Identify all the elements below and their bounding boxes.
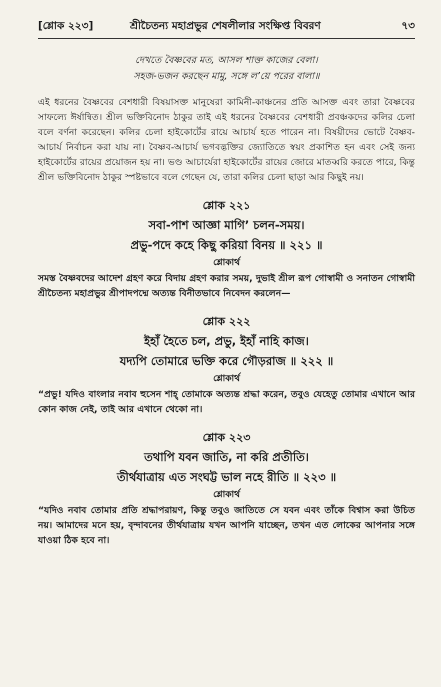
verse-line: সবা-পাশ আজ্ঞা মাগি’ চলন-সময়। bbox=[148, 218, 305, 232]
song-quote bbox=[38, 53, 415, 85]
translation-text: সমস্ত বৈষ্ণবদের আদেশ গ্রহণ করে বিদায় গ্রহণ করার সময়, দুভাই শ্রীল রূপ গোস্বামী ও সনাতন গোস্বামী শ্রীচৈতন্য মহাপ্রভুর শ্রীপাদপদ্মে অত্যন্ত বিনীতভাবে নিবেদন করলেন— bbox=[38, 273, 415, 299]
verse-title: শ্লোক ২২৩ bbox=[202, 431, 251, 444]
page-number: ৭৩ bbox=[401, 20, 415, 32]
verse-block-223 bbox=[38, 429, 415, 548]
page-header bbox=[38, 16, 415, 36]
verse-line: ইহাঁ হৈতে চল, প্রভু, ইহাঁ নাহি কাজ। bbox=[144, 334, 309, 348]
translation-text: “যদিও নবাব তোমার প্রতি শ্রদ্ধাপরায়ণ, কিন্তু তবুও জাতিতে সে যবন এবং তাঁকে বিশ্বাস করা উচিত নয়। আমাদের মনে হয়, বৃন্দাবনের তীর্থযাত্রায় যখন আপনি যাচ্ছেন, তখন এত লোকের আপনার সঙ্গে যাওয়া ঠিক হবে না। bbox=[38, 505, 415, 546]
verse-line: তথাপি যবন জাতি, না করি প্রতীতি। bbox=[144, 450, 309, 464]
verse-line: যদ্যপি তোমারে ভক্তি করে গৌড়রাজ ॥ ২২২ ॥ bbox=[119, 354, 334, 368]
header-rule bbox=[38, 38, 415, 39]
translation-label: শ্লোকার্থ bbox=[213, 490, 240, 500]
verse-block-222 bbox=[38, 313, 415, 417]
quote-line-2: সহজ-ভজন করছেন মামু, সঙ্গে ল’য়ে পরের বালা॥ bbox=[133, 71, 320, 82]
header-verse-range: [শ্লোক ২২৩] bbox=[38, 20, 94, 32]
verse-block-221 bbox=[38, 197, 415, 301]
verse-line: তীর্থযাত্রায় এত সংঘট্ট ভাল নহে রীতি ॥ ২২৩ ॥ bbox=[116, 470, 337, 484]
verse-title: শ্লোক ২২২ bbox=[202, 315, 251, 328]
purport-paragraph: এই ধরনের বৈষ্ণবের বেশধারী বিষয়াসক্ত মানুষেরা কামিনী-কাঞ্চনের প্রতি আসক্ত এবং তারা বৈষ্ণবের সাফল্যে ঈর্ষান্বিত। শ্রীল ভক্তিবিনোদ ঠাকুর তাই এই ধরনের বৈষ্ণবের বেশধারী প্রবঞ্চকদের কলির চেলা বলে বর্ণনা করেছেন। কলির চেলা হাইকোর্টের রায়ে আচার্য হতে পারেন না। বিষয়ীদের ভোটে বৈষ্ণব-আচার্য নির্বাচন করা যায় না। বৈষ্ণব-আচার্য ভগবদ্ভক্তির জ্যোতিতে স্বয়ং প্রকাশিত হন এবং সেই জন্য হাইকোর্টের রায়ের প্রয়োজন হয় না। ভণ্ড আচার্যেরা হাইকোর্টের রায়ের জোরে মাতব্বরি করতে পারে, কিন্তু শ্রীল ভক্তিবিনোদ ঠাকুর স্পষ্টভাবে বলে গেছেন যে, তারা কলির চেলা ছাড়া আর কিছুই নয়। bbox=[38, 97, 415, 183]
verse-title: শ্লোক ২২১ bbox=[202, 199, 251, 212]
verse-line: প্রভু-পদে কহে কিছু করিয়া বিনয় ॥ ২২১ ॥ bbox=[130, 238, 323, 252]
header-chapter-title: শ্রীচৈতন্য মহাপ্রভুর শেষলীলার সংক্ষিপ্ত বিবরণ bbox=[130, 20, 321, 32]
quote-line-1: দেখতে বৈষ্ণবের মত, আসল শাক্ত কাজের বেলা। bbox=[135, 55, 318, 66]
translation-text: “প্রভু! যদিও বাংলার নবাব হুসেন শাহ্ তোমাকে অত্যন্ত শ্রদ্ধা করেন, তবুও যেহেতু তোমার এখানে আর কোন কাজ নেই, তাই আর এখানে থেকো না। bbox=[38, 389, 415, 415]
translation-label: শ্লোকার্থ bbox=[213, 374, 240, 384]
translation-label: শ্লোকার্থ bbox=[213, 258, 240, 268]
